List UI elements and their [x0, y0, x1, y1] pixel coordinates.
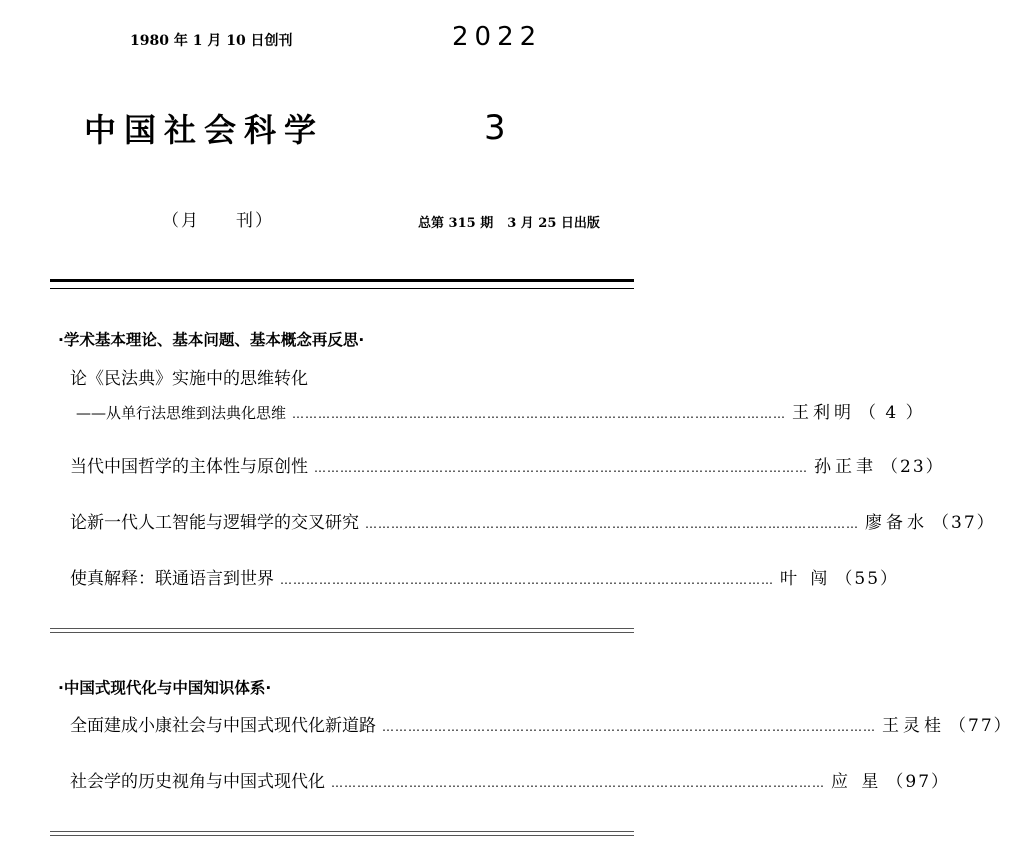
article-page: （55）: [835, 569, 900, 589]
section-heading: ·学术基本理论、基本问题、基本概念再反思·: [58, 331, 365, 349]
article-title: 社会学的历史视角与中国式现代化: [70, 772, 325, 792]
frequency-close: 刊）: [236, 211, 274, 231]
dot-leader: ……………………………………………………………………………………………………: [365, 517, 859, 531]
article-page: （37）: [932, 513, 996, 533]
publish-date: 3 月 25 日出版: [507, 216, 600, 231]
article-title[interactable]: 论《民法典》实施中的思维转化: [70, 369, 308, 389]
article-title: 使真解释：联通语言到世界: [70, 569, 274, 589]
frequency-open: （月: [162, 211, 200, 231]
article-author: 叶 闯: [780, 569, 832, 589]
article-author: 廖备水: [865, 513, 928, 533]
article-page: （ 4 ）: [859, 403, 925, 423]
article-title: 当代中国哲学的主体性与原创性: [70, 457, 308, 477]
dot-leader: ……………………………………………………………………………………………………: [280, 573, 774, 587]
article-author: 王利明: [792, 403, 856, 423]
article-page: （77）: [949, 716, 1013, 736]
masthead-divider: [50, 279, 634, 289]
toc-entry[interactable]: [76, 398, 925, 423]
toc-entry[interactable]: [70, 767, 951, 792]
article-title: 全面建成小康社会与中国式现代化新道路: [70, 716, 376, 736]
toc-entry[interactable]: [70, 711, 1013, 736]
journal-title: 中国社会科学: [84, 111, 325, 149]
article-page: （23）: [881, 457, 945, 477]
issue-number: 3: [484, 108, 506, 148]
article-author: 王灵桂: [882, 716, 945, 736]
dot-leader: ……………………………………………………………………………………………………: [382, 720, 876, 734]
article-page: （97）: [886, 772, 951, 792]
founding-date: 1980 年 1 月 10 日创刊: [130, 33, 293, 49]
dot-leader: ……………………………………………………………………………………………………: [314, 461, 808, 475]
toc-entry[interactable]: [70, 452, 945, 477]
section-heading: ·中国式现代化与中国知识体系·: [58, 679, 272, 697]
article-author: 应 星: [831, 772, 883, 792]
article-subtitle: ——从单行法思维到法典化思维: [76, 404, 287, 422]
toc-entry[interactable]: [70, 508, 996, 533]
total-issue: 总第 315 期: [418, 216, 494, 231]
article-title: 论新一代人工智能与逻辑学的交叉研究: [70, 513, 359, 533]
toc-entry[interactable]: [70, 564, 900, 589]
bottom-divider: [50, 831, 634, 836]
article-author: 孙正聿: [814, 457, 877, 477]
section-divider: [50, 628, 634, 633]
publication-frequency: [162, 206, 274, 231]
publication-info: [418, 212, 600, 231]
dot-leader: ……………………………………………………………………………………………………: [331, 776, 825, 790]
dot-leader: ……………………………………………………………………………………………………: [292, 407, 787, 421]
publication-year: 2022: [452, 22, 543, 52]
